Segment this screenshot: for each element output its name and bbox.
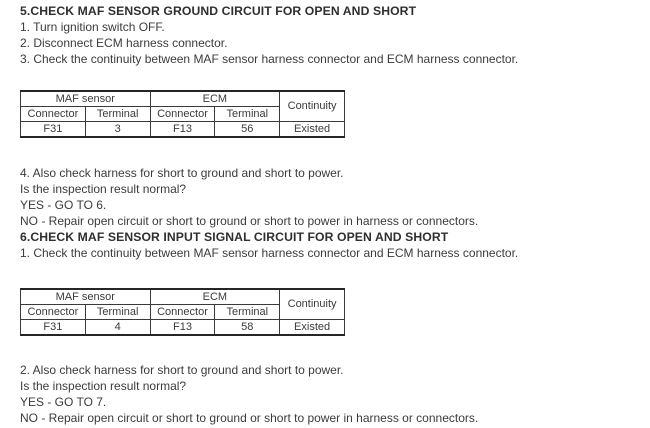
section-5-step-2: 2. Disconnect ECM harness connector.	[20, 36, 228, 50]
continuity-table-1	[20, 90, 345, 138]
ecm-terminal-header: Terminal	[215, 107, 280, 122]
maf-connector-header: Connector	[21, 305, 86, 320]
continuity-header: Continuity	[280, 91, 345, 122]
section-6-heading: 6.CHECK MAF SENSOR INPUT SIGNAL CIRCUIT FOR OPEN AND SHORT	[20, 230, 449, 244]
section-5-step-1: 1. Turn ignition switch OFF.	[20, 20, 165, 34]
section-5-no-result: NO - Repair open circuit or short to ground or short to power in harness or connectors.	[20, 214, 479, 228]
ecm-connector-header: Connector	[150, 305, 215, 320]
section-6-no-result: NO - Repair open circuit or short to ground or short to power in harness or connectors.	[20, 411, 479, 425]
ecm-group-header: ECM	[150, 91, 280, 107]
ecm-terminal-header: Terminal	[215, 305, 280, 320]
maf-connector-value: F31	[21, 122, 86, 138]
table-group-header-row	[21, 91, 345, 107]
continuity-table-2	[20, 288, 345, 336]
maf-sensor-group-header: MAF sensor	[21, 91, 151, 107]
continuity-value: Existed	[280, 122, 345, 138]
continuity-header: Continuity	[280, 289, 345, 320]
ecm-connector-value: F13	[150, 320, 215, 336]
maf-terminal-value: 3	[85, 122, 150, 138]
section-6-step-1: 1. Check the continuity between MAF sensor harness connector and ECM harness connector.	[20, 246, 519, 260]
section-5-heading: 5.CHECK MAF SENSOR GROUND CIRCUIT FOR OPEN AND SHORT	[20, 4, 417, 18]
maf-connector-header: Connector	[21, 107, 86, 122]
maf-sensor-group-header: MAF sensor	[21, 289, 151, 305]
section-6-step-2: 2. Also check harness for short to ground and short to power.	[20, 363, 344, 377]
section-6-yes-result: YES - GO TO 7.	[20, 395, 107, 409]
table-data-row	[21, 122, 345, 138]
maf-terminal-header: Terminal	[85, 107, 150, 122]
ecm-connector-value: F13	[150, 122, 215, 138]
section-5-step-3: 3. Check the continuity between MAF sensor harness connector and ECM harness connector.	[20, 52, 519, 66]
ecm-terminal-value: 58	[215, 320, 280, 336]
maf-connector-value: F31	[21, 320, 86, 336]
maf-terminal-header: Terminal	[85, 305, 150, 320]
continuity-value: Existed	[280, 320, 345, 336]
section-step-5	[20, 3, 634, 229]
maf-terminal-value: 4	[85, 320, 150, 336]
ecm-terminal-value: 56	[215, 122, 280, 138]
section-step-6	[20, 229, 634, 426]
section-5-step-4: 4. Also check harness for short to ground and short to power.	[20, 166, 344, 180]
section-5-inspection-question: Is the inspection result normal?	[20, 182, 187, 196]
section-6-inspection-question: Is the inspection result normal?	[20, 379, 187, 393]
table-data-row	[21, 320, 345, 336]
section-5-yes-result: YES - GO TO 6.	[20, 198, 107, 212]
ecm-connector-header: Connector	[150, 107, 215, 122]
table-group-header-row	[21, 289, 345, 305]
ecm-group-header: ECM	[150, 289, 280, 305]
